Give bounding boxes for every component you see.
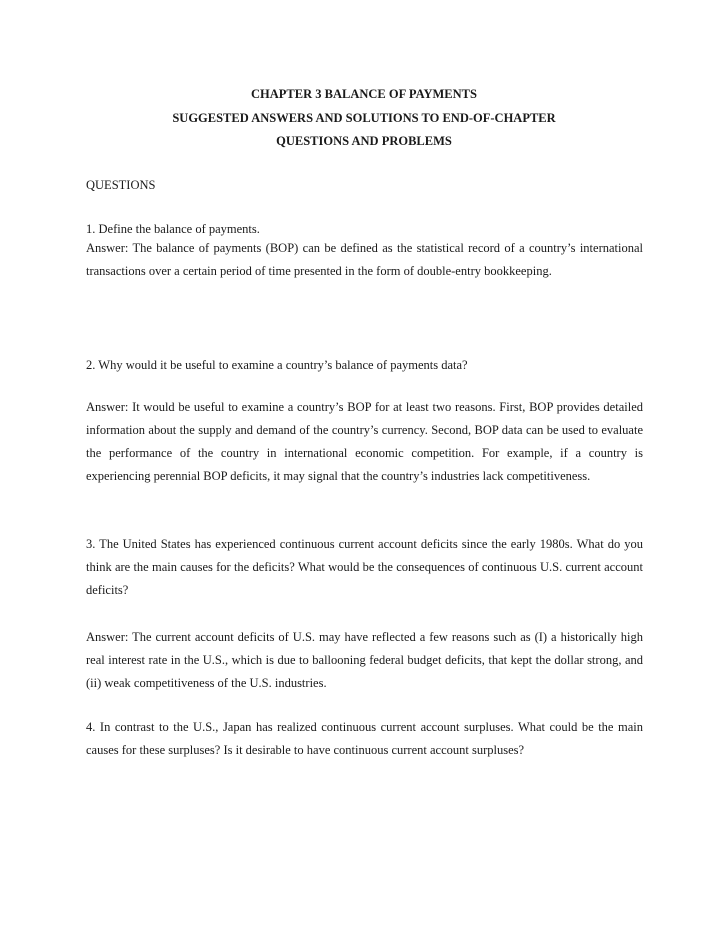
answer-1: Answer: The balance of payments (BOP) can be defined as the statistical record of a country’s international transactions over a certain period of time presented in the form of double-entry bookkeeping. <box>86 241 643 278</box>
answer-3: Answer: The current account deficits of U.S. may have reflected a few reasons such as (I) a historically high real interest rate in the U.S., which is due to ballooning federal budget deficits, that kept the dollar strong, and (ii) weak competitiveness of the U.S. industries. <box>86 630 643 690</box>
chapter-title: CHAPTER 3 BALANCE OF PAYMENTS <box>251 87 477 101</box>
question-3: 3. The United States has experienced continuous current account deficits since the early 1980s. What do you think are the main causes for the deficits? What would be the consequences of continuous U.S. current account deficits? <box>86 537 643 597</box>
subtitle-line-1: SUGGESTED ANSWERS AND SOLUTIONS TO END-OF-CHAPTER <box>172 111 556 125</box>
answer-2: Answer: It would be useful to examine a country’s BOP for at least two reasons. First, BOP provides detailed information about the supply and demand of the country’s currency. Second, BOP data can be used to evaluate the performance of the country in international economic competition. For example, if a country is experiencing perennial BOP deficits, it may signal that the country’s industries lack competitiveness. <box>86 400 643 483</box>
section-title: QUESTIONS <box>86 178 156 192</box>
question-2: 2. Why would it be useful to examine a country’s balance of payments data? <box>86 358 468 372</box>
question-4: 4. In contrast to the U.S., Japan has realized continuous current account surpluses. What could be the main causes for these surpluses? Is it desirable to have continuous current account surpluses? <box>86 720 643 757</box>
subtitle-line-2: QUESTIONS AND PROBLEMS <box>276 134 452 148</box>
question-1: 1. Define the balance of payments. <box>86 222 260 236</box>
